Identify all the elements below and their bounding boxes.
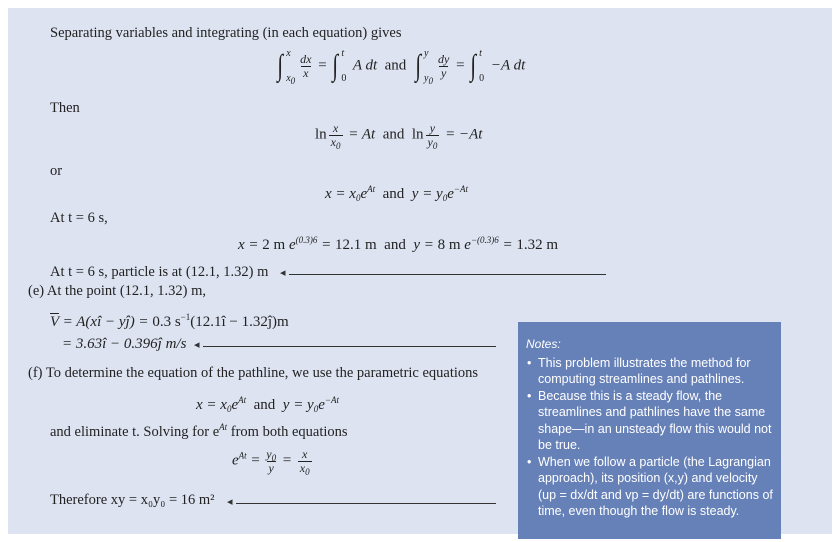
velocity-result <box>62 336 186 353</box>
parametric-equations: $x = x_0e^{At}$ and $y = y_0e^{-At}$ <box>196 395 339 414</box>
notes-item: • This problem illustrates the method for computing streamlines and pathlines. <box>526 355 773 388</box>
part-f-text: (f) To determine the equation of the pathline, we use the parametric equations <box>28 365 479 381</box>
notes-list <box>526 355 773 520</box>
notes-box <box>518 322 781 539</box>
integral-equation: ∫ x $x_0$ $\frac{dx}{x}$ = ∫ t 0 A dt and ∫ y $y_0$ $\frac{dy}{y}$ = ∫ t 0 −A dt <box>277 48 526 86</box>
exponential-solution: $x = x_0e^{At}$ and $y = y_0e^{-At}$ <box>325 184 468 203</box>
result-underline <box>289 274 606 275</box>
result-arrow-icon: ◂ <box>280 267 286 279</box>
eliminate-text: and eliminate t. Solving for $e^{At}$ from both equations <box>50 422 348 440</box>
part-e-text: (e) At the point (12.1, 1.32) m, <box>28 283 207 299</box>
eliminate-equation: $e^{At}$ = $\frac{y_0}{y}$ = $\frac{x}{x_0}$ <box>232 447 310 477</box>
velocity-arrow-icon: ◂ <box>194 339 200 351</box>
notes-item: • Because this is a steady flow, the streamlines and pathlines have the same shape—in an unsteady flow this would not be true. <box>526 388 773 454</box>
velocity-equation-plain <box>50 318 66 319</box>
log-equation: ln $\frac{x}{x_0}$ = At and ln $\frac{y}{y_0}$ = −At <box>315 121 483 151</box>
or-text: or <box>50 163 63 179</box>
velocity-equation: $\overline{V}$ = A(xî − yĵ) = 0.3 $s^{-1}(12.1î$ − 1.32ĵ)m <box>50 312 289 330</box>
final-arrow-icon: ◂ <box>227 496 233 508</box>
intro-text: Separating variables and integrating (in each equation) gives <box>50 25 402 41</box>
therefore-text: Therefore xy = x₀y₀ = 16 m² <box>50 492 215 508</box>
notes-item: • When we follow a particle (the Lagrangian approach), its position (x,y) and velocity (up = dx/dt and vp = dy/dt) are functions of time, even though the flow is steady. <box>526 454 773 520</box>
final-underline <box>236 503 496 504</box>
position-at-t6: x = 2 m $e^{(0.3)6} = 12.1$ m and y = 8 m $e^{-(0.3)6} = 1.32$ m <box>238 235 559 253</box>
velocity-result-value: = 3.63î − 0.396ĵ m/s <box>62 336 187 352</box>
velocity-underline <box>203 346 496 347</box>
at-t6-text: At t = 6 s, <box>50 210 108 226</box>
page <box>8 8 832 534</box>
eliminate-text-end: from both equations <box>227 424 348 440</box>
particle-location-text: At t = 6 s, particle is at (12.1, 1.32) m <box>50 264 269 280</box>
notes-title: Notes: <box>526 337 561 351</box>
eliminate-text-start: and eliminate t. Solving for e <box>50 424 220 440</box>
then-text: Then <box>50 100 80 116</box>
position-at-t6-plain <box>238 258 262 259</box>
